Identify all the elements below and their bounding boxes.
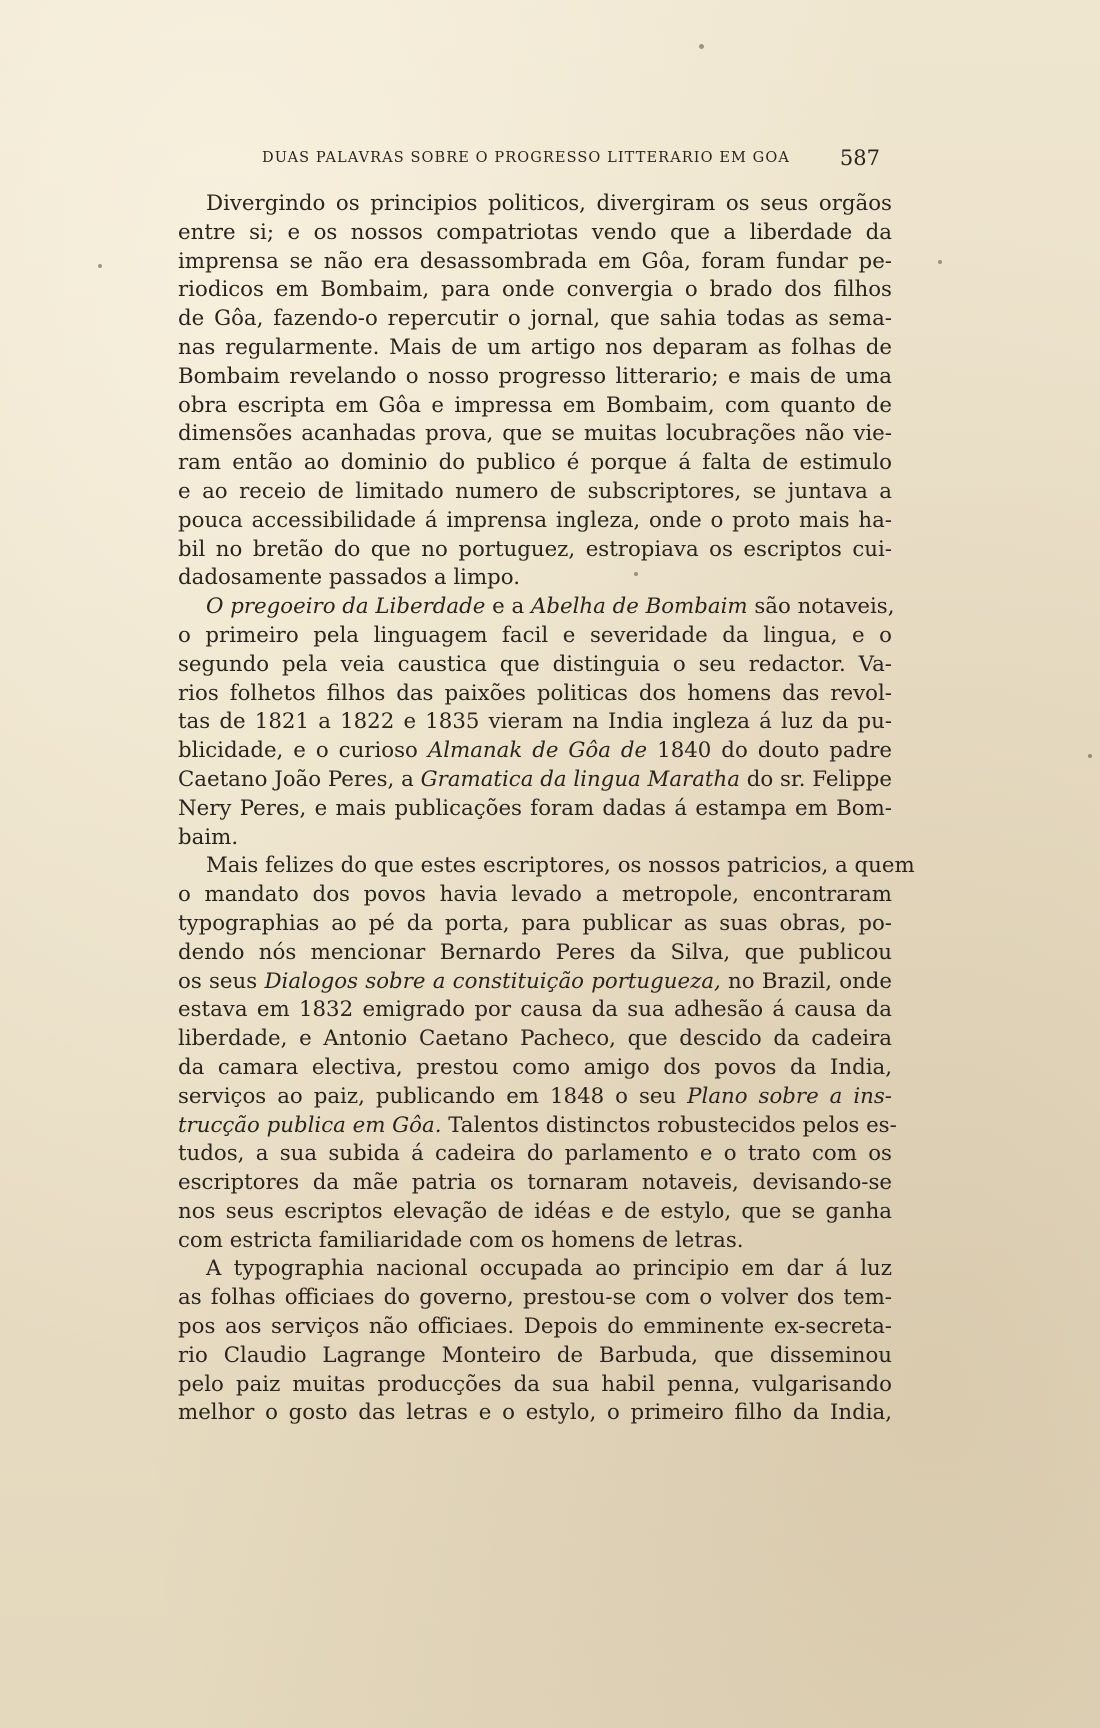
italic-title: Dialogos sobre a constituição portugueza, bbox=[264, 968, 721, 994]
text-segment: serviços ao paiz, publicando em 1848 o seu bbox=[178, 1083, 688, 1109]
text-line bbox=[178, 1140, 892, 1169]
text-segment: são notaveis, bbox=[747, 594, 895, 620]
text-line bbox=[178, 305, 892, 334]
text-line bbox=[178, 190, 892, 219]
text-segment: da camara electiva, prestou como amigo dos povos da India, bbox=[178, 1054, 892, 1080]
body-text bbox=[178, 190, 915, 1428]
italic-title: Gramatica da lingua Maratha bbox=[420, 766, 740, 792]
paper-speck bbox=[98, 264, 102, 268]
text-line bbox=[178, 1025, 892, 1054]
text-segment: dendo nós mencionar Bernardo Peres da Silva, que publicou bbox=[178, 939, 892, 965]
text-line bbox=[178, 593, 895, 622]
text-segment: o primeiro pela linguagem facil e severidade da lingua, e o bbox=[178, 622, 892, 648]
text-segment: melhor o gosto das letras e o estylo, o primeiro filho da India, bbox=[178, 1400, 892, 1426]
text-segment: o mandato dos povos havia levado a metropole, encontraram bbox=[178, 882, 892, 908]
text-segment: do sr. Felippe bbox=[739, 766, 892, 792]
text-segment: dimensões acanhadas prova, que se muitas locubrações não vie- bbox=[178, 421, 892, 447]
text-line bbox=[178, 1169, 892, 1198]
text-segment: riodicos em Bombaim, para onde convergia o brado dos filhos bbox=[178, 277, 892, 303]
paper-speck bbox=[699, 44, 704, 49]
text-segment: blicidade, e o curioso bbox=[178, 738, 428, 764]
text-segment: Divergindo os principios politicos, divergiram os seus orgãos bbox=[206, 191, 892, 216]
text-segment: Talentos distinctos robustecidos pelos es- bbox=[441, 1112, 897, 1138]
text-segment: bil no bretão do que no portuguez, estropiava os escriptos cui- bbox=[178, 536, 892, 562]
text-line bbox=[178, 219, 892, 248]
text-segment: Mais felizes do que estes escriptores, os nossos patricios, a quem bbox=[206, 853, 915, 879]
italic-title: Plano sobre a ins- bbox=[687, 1083, 892, 1109]
text-segment: tas de 1821 a 1822 e 1835 vieram na India ingleza á luz da pu- bbox=[178, 709, 892, 735]
text-segment: as folhas officiaes do governo, prestou-se com o volver dos tem- bbox=[178, 1285, 892, 1311]
text-segment: de Gôa, fazendo-o repercutir o jornal, que sahia todas as sema- bbox=[178, 306, 892, 332]
text-segment: nos seus escriptos elevação de idéas e de estylo, que se ganha bbox=[178, 1198, 892, 1224]
text-line bbox=[178, 420, 892, 449]
text-segment: entre si; e os nossos compatriotas vendo que a liberdade da bbox=[178, 219, 892, 245]
text-line bbox=[178, 737, 892, 766]
text-line bbox=[178, 1313, 892, 1342]
text-line bbox=[178, 996, 892, 1025]
text-line bbox=[178, 622, 892, 651]
text-line bbox=[178, 1083, 892, 1112]
text-segment: obra escripta em Gôa e impressa em Bombaim, com quanto de bbox=[178, 392, 892, 418]
text-line bbox=[178, 824, 892, 853]
italic-title: O pregoeiro da Liberdade bbox=[206, 594, 486, 620]
text-segment: Caetano João Peres, a bbox=[178, 766, 421, 792]
text-segment: pouca accessibilidade á imprensa ingleza, onde o proto mais ha- bbox=[178, 507, 892, 533]
text-segment: ram então ao dominio do publico é porque á falta de estimulo bbox=[178, 450, 892, 476]
italic-title: Abelha de Bombaim bbox=[530, 594, 748, 620]
text-line bbox=[178, 1054, 892, 1083]
text-line bbox=[178, 1371, 892, 1400]
text-segment: Nery Peres, e mais publicações foram dadas á estampa em Bom- bbox=[178, 795, 892, 821]
text-line bbox=[178, 680, 892, 709]
italic-title: Almanak de Gôa de bbox=[427, 738, 648, 764]
text-line bbox=[178, 449, 892, 478]
text-line bbox=[178, 507, 892, 536]
text-line bbox=[178, 1227, 892, 1256]
text-segment: com estricta familiaridade com os homens de letras. bbox=[178, 1227, 744, 1253]
text-segment: 1840 do douto padre bbox=[647, 738, 893, 764]
text-segment: e a bbox=[485, 594, 531, 620]
running-head bbox=[262, 146, 880, 174]
text-segment: pelo paiz muitas producções da sua habil penna, vulgarisando bbox=[178, 1371, 892, 1397]
text-line bbox=[178, 881, 892, 910]
text-line bbox=[178, 334, 892, 363]
text-segment: segundo pela veia caustica que distinguia o seu redactor. Va- bbox=[178, 651, 892, 677]
text-line bbox=[178, 536, 892, 565]
text-line bbox=[178, 939, 892, 968]
text-line bbox=[178, 564, 892, 593]
text-segment: escriptores da mãe patria os tornaram notaveis, devisando-se bbox=[178, 1170, 892, 1196]
text-segment: rios folhetos filhos das paixões politicas dos homens das revol- bbox=[178, 680, 892, 706]
text-segment: os seus bbox=[178, 968, 265, 994]
text-segment: liberdade, e Antonio Caetano Pacheco, que descido da cadeira bbox=[178, 1026, 892, 1052]
paper-speck bbox=[634, 572, 638, 576]
text-line bbox=[178, 766, 892, 795]
text-line bbox=[178, 276, 892, 305]
text-line bbox=[178, 478, 892, 507]
text-line bbox=[178, 1112, 897, 1141]
italic-title: trucção publica em Gôa. bbox=[178, 1112, 442, 1138]
text-line bbox=[178, 910, 892, 939]
text-segment: pos aos serviços não officiaes. Depois do emminente ex-secreta- bbox=[178, 1314, 892, 1340]
text-segment: dadosamente passados a limpo. bbox=[178, 565, 521, 591]
text-segment: baim. bbox=[178, 824, 239, 850]
text-line bbox=[178, 968, 892, 997]
text-line bbox=[178, 392, 892, 421]
text-segment: nas regularmente. Mais de um artigo nos deparam as folhas de bbox=[178, 334, 892, 360]
paper-speck bbox=[938, 260, 942, 264]
text-line bbox=[178, 1342, 892, 1371]
text-line bbox=[178, 795, 892, 824]
text-line bbox=[178, 708, 892, 737]
text-segment: tudos, a sua subida á cadeira do parlamento e o trato com os bbox=[178, 1141, 892, 1167]
text-line bbox=[178, 363, 892, 392]
paper-speck bbox=[1088, 754, 1092, 758]
text-line bbox=[178, 651, 892, 680]
text-segment: imprensa se não era desassombrada em Gôa, foram fundar pe- bbox=[178, 248, 892, 274]
text-segment: typographias ao pé da porta, para publicar as suas obras, po- bbox=[178, 910, 892, 936]
text-line bbox=[178, 1399, 892, 1428]
text-line bbox=[178, 1255, 892, 1284]
text-segment: no Brazil, onde bbox=[720, 968, 893, 994]
text-segment: A typographia nacional occupada ao principio em dar á luz bbox=[206, 1256, 892, 1282]
text-segment: estava em 1832 emigrado por causa da sua adhesão á causa da bbox=[178, 997, 892, 1023]
text-segment: rio Claudio Lagrange Monteiro de Barbuda, que disseminou bbox=[178, 1342, 892, 1368]
text-segment: Bombaim revelando o nosso progresso litterario; e mais de uma bbox=[178, 363, 892, 389]
text-segment: e ao receio de limitado numero de subscriptores, se juntava a bbox=[178, 478, 892, 504]
running-head-title: DUAS PALAVRAS SOBRE O PROGRESSO LITTERARIO EM GOA bbox=[262, 150, 790, 166]
text-line bbox=[178, 248, 892, 277]
text-line bbox=[178, 852, 915, 881]
page-number: 587 bbox=[839, 146, 880, 170]
text-line bbox=[178, 1198, 892, 1227]
text-line bbox=[178, 1284, 892, 1313]
